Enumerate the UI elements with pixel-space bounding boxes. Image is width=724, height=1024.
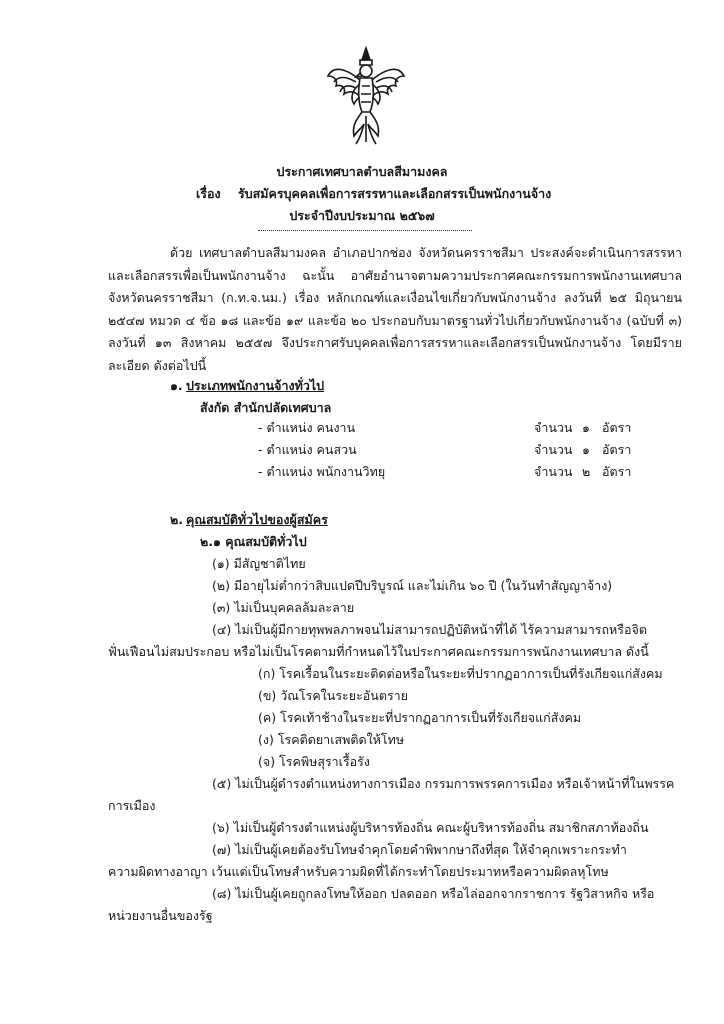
position-count: ๑ (582, 442, 590, 457)
qualification-item: (๓) ไม่เป็นบุคคลล้มละลาย (212, 600, 355, 615)
announcement-title: ประกาศเทศบาลตำบลสีมามงคล (276, 164, 448, 179)
divider-dotted (258, 230, 472, 231)
section2-subheading: ๒.๑ คุณสมบัติทั่วไป (200, 534, 307, 549)
position-unit: อัตรา (602, 442, 632, 457)
qualification-item: (๖) ไม่เป็นผู้ดำรงตำแหน่งผู้บริหารท้องถิ่น คณะผู้บริหารท้องถิ่น สมาชิกสภาท้องถิ่น (212, 820, 649, 835)
intro-paragraph: ด้วย เทศบาลตำบลสีมามงคล อำเภอปากช่อง จังหวัดนครราชสีมา ประสงค์จะดำเนินการสรรหาและเลือกสรรเพื่อเป็นพนักงานจ้าง ฉะนั้น อาศัยอำนาจตามความประกาศคณะกรรมการพนักงานเทศบาลจังหวัดนครราชสีมา (ก.ท.จ.นม.) เรื่อง หลักเกณฑ์และเงื่อนไขเกี่ยวกับพนักงานจ้าง ลงวันที่ ๒๕ มิถุนายน ๒๕๔๗ หมวด ๔ ข้อ ๑๘ และข้อ ๑๙ และข้อ ๒๐ ประกอบกับมาตรฐานทั่วไปเกี่ยวกับพนักงานจ้าง (ฉบับที่ ๓) ลงวันที่ ๑๓ สิงหาคม ๒๕๕๗ จึงประกาศรับบุคคลเพื่อการสรรหาและเลือกสรรเป็นพนักงานจ้าง โดยมีรายละเอียด ดังต่อไปนี้ (108, 245, 682, 373)
position-count-label: จำนวน (534, 464, 573, 479)
disease-item: (ก) โรคเรื้อนในระยะติดต่อหรือในระยะที่ปรากฏอาการเป็นที่รังเกียจแก่สังคม (258, 666, 663, 681)
disease-item: (ง) โรคติดยาเสพติดให้โทษ (258, 732, 405, 747)
section1-affiliation: สังกัด สำนักปลัดเทศบาล (200, 400, 332, 415)
disease-item: (ค) โรคเท้าช้างในระยะที่ปรากฏอาการเป็นที่รังเกียจแก่สังคม (258, 710, 582, 725)
position-count-label: จำนวน (534, 442, 573, 457)
qualification-item: (๗) ไม่เป็นผู้เคยต้องรับโทษจำคุกโดยคำพิพากษาถึงที่สุด ให้จำคุกเพราะกระทำ (212, 842, 627, 857)
position-unit: อัตรา (602, 420, 632, 435)
qualification-item: (๕) ไม่เป็นผู้ดำรงตำแหน่งทางการเมือง กรรมการพรรคการเมือง หรือเจ้าหน้าที่ในพรรค (212, 776, 675, 791)
qualification-item-continued: ความผิดทางอาญา เว้นแต่เป็นโทษสำหรับความผิดที่ได้กระทำโดยประมาทหรือความผิดลหุโทษ (108, 864, 609, 879)
position-count: ๑ (582, 420, 590, 435)
qualification-item: (๘) ไม่เป็นผู้เคยถูกลงโทษให้ออก ปลดออก หรือไล่ออกจากราชการ รัฐวิสาหกิจ หรือ (212, 886, 655, 901)
qualification-item: (๑) มีสัญชาติไทย (212, 556, 306, 571)
position-count-label: จำนวน (534, 420, 573, 435)
section1-heading: ประเภทพนักงานจ้างทั่วไป (186, 378, 325, 393)
subject-text: รับสมัครบุคคลเพื่อการสรรหาและเลือกสรรเป็นพนักงานจ้าง (238, 186, 552, 201)
fiscal-year: ประจำปีงบประมาณ ๒๕๖๗ (289, 208, 435, 223)
qualification-item-continued: การเมือง (108, 798, 156, 813)
qualification-item: (๔) ไม่เป็นผู้มีกายทุพพลภาพจนไม่สามารถปฏิบัติหน้าที่ได้ ไร้ความสามารถหรือจิต (212, 622, 647, 637)
garuda-emblem-icon (326, 46, 406, 146)
disease-item: (ข) วัณโรคในระยะอันตราย (258, 688, 409, 703)
position-name: - ตำแหน่ง พนักงานวิทยุ (258, 464, 386, 479)
position-name: - ตำแหน่ง คนสวน (258, 442, 357, 457)
qualification-item-continued: ฟั่นเฟือนไม่สมประกอบ หรือไม่เป็นโรคตามที่กำหนดไว้ในประกาศคณะกรรมการพนักงานเทศบาล ดังนี้ (108, 644, 649, 659)
section2-heading: คุณสมบัติทั่วไปของผู้สมัคร (186, 512, 328, 527)
subject-label: เรื่อง (196, 186, 221, 201)
position-name: - ตำแหน่ง คนงาน (258, 420, 356, 435)
qualification-item: (๒) มีอายุไม่ต่ำกว่าสิบแปดปีบริบูรณ์ และไม่เกิน ๖๐ ปี (ในวันทำสัญญาจ้าง) (212, 578, 613, 593)
disease-item: (จ) โรคพิษสุราเรื้อรัง (258, 754, 370, 769)
section1-number: ๑. (170, 378, 183, 393)
position-unit: อัตรา (602, 464, 632, 479)
qualification-item-continued: หน่วยงานอื่นของรัฐ (108, 908, 213, 923)
section2-number: ๒. (170, 512, 183, 527)
position-count: ๒ (582, 464, 591, 479)
